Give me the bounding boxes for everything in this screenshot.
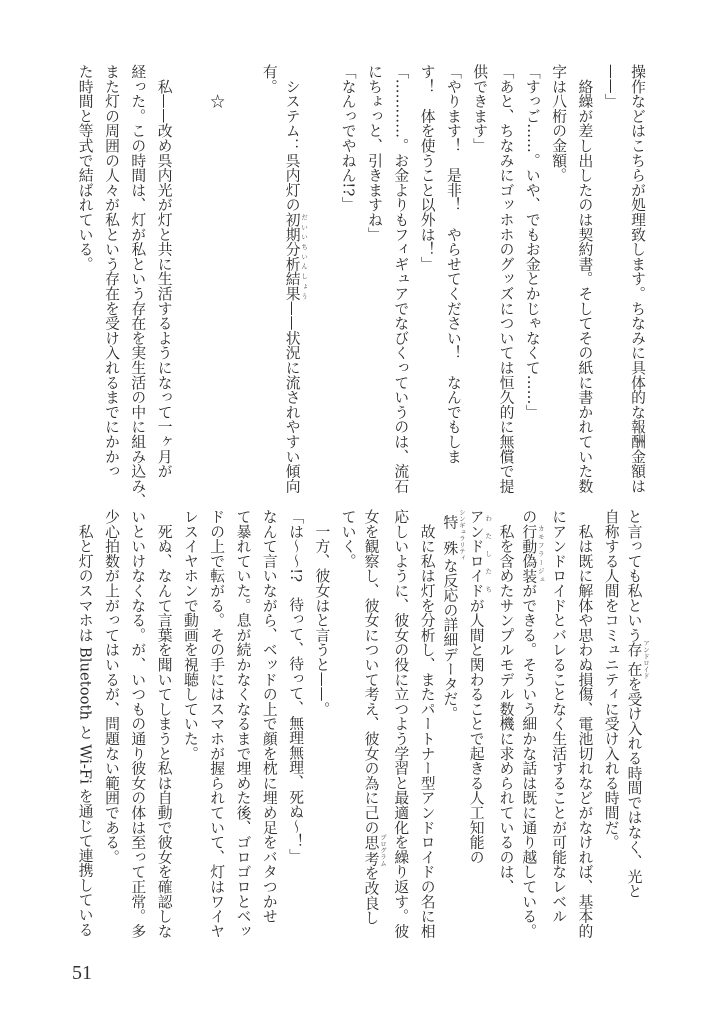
text-run: 私は既に解体や思わぬ損傷、電池切れなどがなければ、基本的 [576, 509, 594, 939]
text-column [282, 509, 308, 949]
text-column [177, 509, 203, 949]
text-run: いといけなくなる。が、いつもの通り彼女の体は至って正常。多 [129, 509, 147, 939]
text-column [598, 509, 624, 949]
lower-text-block [0, 509, 715, 949]
text-column [308, 64, 334, 504]
text-column [440, 509, 466, 949]
text-column [624, 64, 650, 504]
text-run: 女を観察し、彼女について考え、彼女の為に己の [362, 509, 380, 835]
text-run: 「やります！ 是非！ やらせてください！ なんでもしま [444, 64, 462, 464]
text-run: を受け入れる時間ではなく、光と [625, 676, 643, 899]
text-run: 「なんっでやねん!?」 [339, 64, 357, 212]
text-run: 「すっご……。いや、でもお金とかじゃなくて……」 [523, 64, 541, 420]
text-run: ができる。そういう細かな話は既に通り越している。 [520, 583, 538, 939]
ruby-base: 特殊 [441, 509, 459, 561]
ruby-text: カモフラージュ [536, 523, 545, 583]
text-run: ていく。 [339, 509, 357, 569]
text-column [72, 509, 98, 949]
text-run: 応しいように、彼女の役に立つよう学習と最適化を繰り返す。彼 [392, 509, 410, 939]
text-column [571, 509, 597, 949]
text-run: ——状況に流されやすい傾向 [283, 300, 301, 494]
text-run: が人間と関わることで起きる人工知能の [467, 597, 485, 865]
text-column [256, 64, 282, 504]
text-run: 少心拍数が上がってはいるが、問題ない範囲である。 [103, 509, 120, 865]
text-run: にアンドロイドとバレることなく生活することが可能なレベル [550, 509, 568, 924]
text-column [493, 64, 519, 504]
text-run: システム：呉内灯の [283, 64, 301, 212]
text-run: す！ 体を使うこと以外は！」 [418, 64, 436, 272]
text-column [124, 509, 150, 949]
ruby-text: アンドロイド [642, 639, 650, 679]
text-run: 私——改め呉内光が灯と共に生活するようになって一ヶ月が [155, 64, 173, 479]
text-run: な反応の詳細データだ。 [441, 558, 459, 721]
text-column [335, 509, 361, 949]
ruby-base: 存在 [625, 639, 643, 679]
text-column [493, 509, 519, 949]
text-column [571, 64, 597, 504]
text-column [414, 509, 440, 949]
text-run: なんて言いながら、ベッドの上で顔を枕に埋め足をバタつかせ [260, 509, 278, 924]
text-run: にちょっと、引きますね」 [366, 64, 383, 242]
text-run: の [520, 509, 538, 524]
text-column [230, 64, 256, 504]
text-column [151, 509, 177, 949]
ruby-annotation [625, 639, 650, 679]
text-column [230, 509, 256, 949]
text-column [151, 64, 177, 504]
text-column [545, 509, 571, 949]
ruby-base: 思考 [362, 833, 380, 867]
ruby-annotation [362, 833, 387, 867]
ruby-text: プログラム [379, 833, 387, 867]
text-run: た時間と等式で結ばれている。 [76, 64, 94, 272]
text-column [98, 64, 124, 504]
text-column [335, 64, 361, 504]
text-column [440, 64, 466, 504]
ruby-annotation [283, 212, 309, 301]
text-column [282, 64, 308, 504]
text-column [387, 64, 413, 504]
text-run: ☆ [208, 64, 226, 109]
text-run: 「あと、ちなみにゴッホホのグッズについては恒久的に無償で提 [497, 64, 515, 494]
text-column [598, 64, 624, 504]
text-run: ——」 [602, 64, 620, 109]
text-column [519, 64, 545, 504]
ruby-text: シンギュラリティ [457, 509, 466, 561]
text-run: 「…………。お金よりもフィギュアでなびくっていうのは、流石 [392, 64, 410, 494]
text-run: また灯の周囲の人々が私という存在を受け入れるまでにかかっ [103, 64, 120, 479]
text-run: 故に私は灯を分析し、またパートナー型アンドロイドの名に相 [418, 509, 436, 939]
text-run: 「は〜〜!? 待って、待って、無理無理、死ぬ〜！」 [287, 509, 305, 864]
text-run: と言っても私という [625, 509, 643, 643]
text-run: て暴れていた。息が続かなくなるまで埋めた後、ゴロゴロとベッ [234, 509, 252, 939]
text-column [387, 509, 413, 949]
text-column [203, 64, 229, 504]
text-column [203, 509, 229, 949]
text-column [624, 509, 650, 949]
text-column [72, 64, 98, 504]
ruby-annotation [441, 509, 466, 561]
text-run: を改良し [362, 865, 380, 925]
ruby-text: だいいちいんしょう [300, 212, 309, 301]
text-column [361, 64, 387, 504]
upper-text-block [0, 64, 715, 508]
text-run: 字は八桁の金額。 [550, 64, 568, 183]
text-run: 供できます」 [471, 64, 489, 153]
text-column [545, 64, 571, 504]
ruby-base: アンドロイド [467, 509, 485, 598]
ruby-base: 初期分析結果 [283, 212, 301, 301]
ruby-annotation [520, 523, 545, 584]
text-run: 私と灯のスマホは Bluetooth と Wi-Fi を通じて連携している [76, 509, 94, 937]
text-run: 自称する人間をコミュニティに受け入れる時間だ。 [602, 509, 620, 850]
ruby-base: 行動偽装 [520, 523, 538, 584]
page-number: 51 [72, 962, 92, 984]
text-column [361, 509, 387, 949]
text-column [256, 509, 282, 949]
ruby-text: わたしたち [484, 509, 493, 598]
text-run: 経った。この時間は、灯が私という存在を実生活の中に組み込み、 [129, 64, 147, 508]
text-column [177, 64, 203, 504]
text-column [308, 509, 334, 949]
text-run: 絡繰が差し出したのは契約書。そしてその紙に書かれていた数 [576, 64, 594, 494]
text-column [519, 509, 545, 949]
text-run: 一方、彼女はと言うと——。 [313, 509, 331, 717]
text-column [124, 64, 150, 508]
text-run: 死ぬ、なんて言葉を聞いてしまうと私は自動で彼女を確認しな [155, 509, 173, 939]
text-run: 私を含めたサンプルモデル数機に求められているのは、 [497, 509, 515, 894]
text-run: 有。 [260, 64, 278, 94]
text-run: 操作などはこちらが処理致します。ちなみに具体的な報酬金額は [629, 64, 646, 494]
text-column [466, 509, 492, 949]
text-column [414, 64, 440, 504]
text-run: レスイヤホンで動画を視聴していた。 [181, 509, 199, 761]
ruby-annotation [467, 509, 493, 598]
text-run: ドの上で転がる。その手にはスマホが握られていて、灯はワイヤ [208, 509, 226, 939]
text-column [98, 509, 124, 949]
text-column [466, 64, 492, 504]
